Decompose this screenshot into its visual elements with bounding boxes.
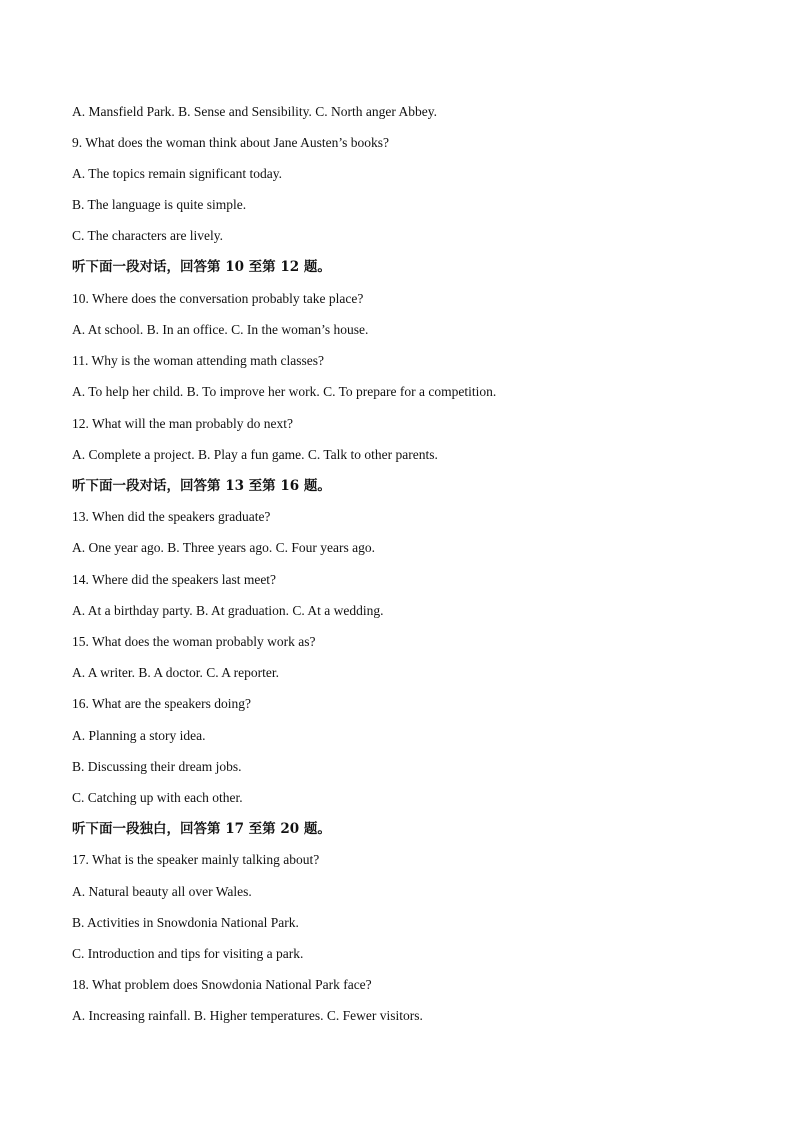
question-9: 9. What does the woman think about Jane Austen’s books? [72, 135, 389, 150]
question-18: 18. What problem does Snowdonia National Park face? [72, 977, 372, 992]
question-15: 15. What does the woman probably work as? [72, 634, 316, 649]
option-17a: A. Natural beauty all over Wales. [72, 884, 252, 899]
option-16c: C. Catching up with each other. [72, 790, 243, 805]
section-heading-17-20: 听下面一段独白，回答第 17 至第 20 题。 [72, 821, 331, 837]
question-10: 10. Where does the conversation probably take place? [72, 291, 364, 306]
option-17b: B. Activities in Snowdonia National Park. [72, 915, 299, 930]
answer-options-14: A. At a birthday party. B. At graduation. C. At a wedding. [72, 603, 384, 618]
question-12: 12. What will the man probably do next? [72, 416, 293, 431]
option-17c: C. Introduction and tips for visiting a park. [72, 946, 304, 961]
option-9c: C. The characters are lively. [72, 228, 224, 243]
option-16b: B. Discussing their dream jobs. [72, 759, 242, 774]
section-heading-13-16: 听下面一段对话，回答第 13 至第 16 题。 [72, 478, 331, 494]
answer-options-13: A. One year ago. B. Three years ago. C. Four years ago. [72, 540, 376, 555]
answer-options-12: A. Complete a project. B. Play a fun game. C. Talk to other parents. [72, 447, 438, 462]
section-heading-10-12: 听下面一段对话，回答第 10 至第 12 题。 [72, 259, 331, 275]
option-9b: B. The language is quite simple. [72, 197, 247, 212]
answer-options-18: A. Increasing rainfall. B. Higher temperatures. C. Fewer visitors. [72, 1008, 423, 1023]
answer-options-15: A. A writer. B. A doctor. C. A reporter. [72, 665, 279, 680]
answer-options-8: A. Mansfield Park. B. Sense and Sensibility. C. North anger Abbey. [72, 104, 437, 119]
answer-options-10: A. At school. B. In an office. C. In the woman’s house. [72, 322, 369, 337]
question-16: 16. What are the speakers doing? [72, 696, 251, 711]
answer-options-11: A. To help her child. B. To improve her work. C. To prepare for a competition. [72, 384, 497, 399]
question-13: 13. When did the speakers graduate? [72, 509, 271, 524]
option-16a: A. Planning a story idea. [72, 728, 206, 743]
question-14: 14. Where did the speakers last meet? [72, 572, 277, 587]
question-11: 11. Why is the woman attending math classes? [72, 353, 324, 368]
question-17: 17. What is the speaker mainly talking about? [72, 852, 320, 867]
option-9a: A. The topics remain significant today. [72, 166, 282, 181]
